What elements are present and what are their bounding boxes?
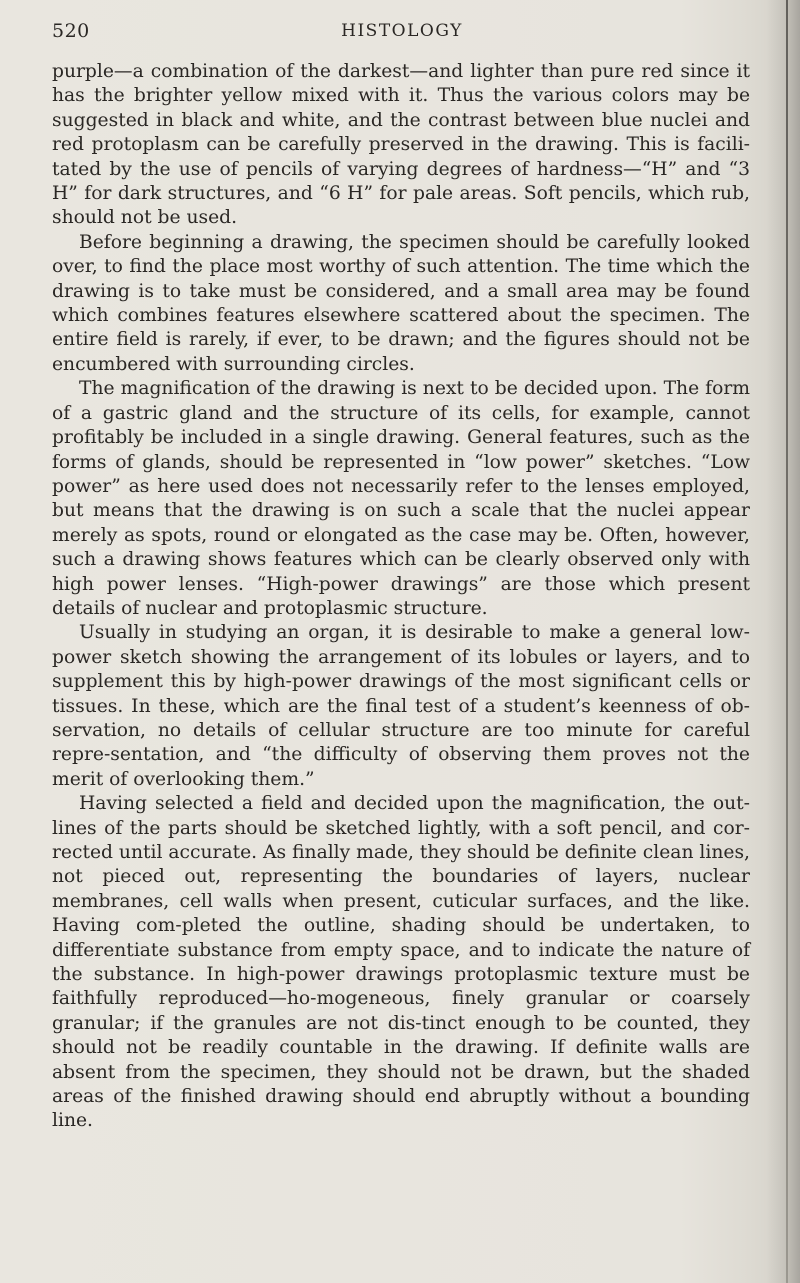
binding-edge: [786, 0, 788, 1283]
running-title: HISTOLOGY: [341, 21, 463, 41]
paragraph-continued: purple—a combination of the darkest—and lighter than pure red since it has the brighter yellow mixed with it. Thus the various colors may be suggested in black and white, and the contrast between blue nuclei and red protoplasm can be carefully preserved in the drawing. This is facili-tated by the use of pencils of varying degrees of hardness—“H” and “3 H” for dark structures, and “6 H” for pale areas. Soft pencils, which rub, should not be used.: [52, 61, 750, 229]
page-edge-shadow: [766, 0, 800, 1283]
paragraph: Having selected a field and decided upon the magnification, the out-lines of the parts should be sketched lightly, with a soft pencil, and cor-rected until accurate. As finally made, they should be definite clean lines, not pieced out, representing the boundaries of layers, nuclear membranes, cell walls when present, cuticular surfaces, and the like. Having com-pleted the outline, shading should be undertaken, to differentiate substance from empty space, and to indicate the nature of the substance. In high-power drawings protoplasmic texture must be faithfully reproduced—ho-mogeneous, finely granular or coarsely granular; if the granules are not dis-tinct enough to be counted, they should not be readily countable in the drawing. If definite walls are absent from the specimen, they should not be drawn, but the shaded areas of the finished drawing should end abruptly without a bounding line.: [52, 793, 750, 1132]
paragraph: Before beginning a drawing, the specimen should be carefully looked over, to find the place most worthy of such attention. The time which the drawing is to take must be considered, and a small area may be found which combines features elsewhere scattered about the specimen. The entire field is rarely, if ever, to be drawn; and the figures should not be encumbered with surrounding circles.: [52, 231, 750, 375]
page-number: 520: [52, 20, 90, 42]
paragraph: Usually in studying an organ, it is desirable to make a general low-power sketch showing the arrangement of its lobules or layers, and to supplement this by high-power drawings of the most significant cells or tissues. In these, which are the final test of a student’s keenness of ob-servation, no details of cellular structure are too minute for careful repre-sentation, and “the difficulty of observing them proves not the merit of overlooking them.”: [52, 622, 750, 790]
body-text: [52, 60, 750, 1134]
page-header: [52, 20, 752, 48]
paragraph: The magnification of the drawing is next to be decided upon. The form of a gastric gland and the structure of its cells, for example, cannot profitably be included in a single drawing. General features, such as the forms of glands, should be represented in “low power” sketches. “Low power” as here used does not necessarily refer to the lenses employed, but means that the drawing is on such a scale that the nuclei appear merely as spots, round or elongated as the case may be. Often, however, such a drawing shows features which can be clearly observed only with high power lenses. “High-power drawings” are those which present details of nuclear and protoplasmic structure.: [52, 378, 750, 619]
